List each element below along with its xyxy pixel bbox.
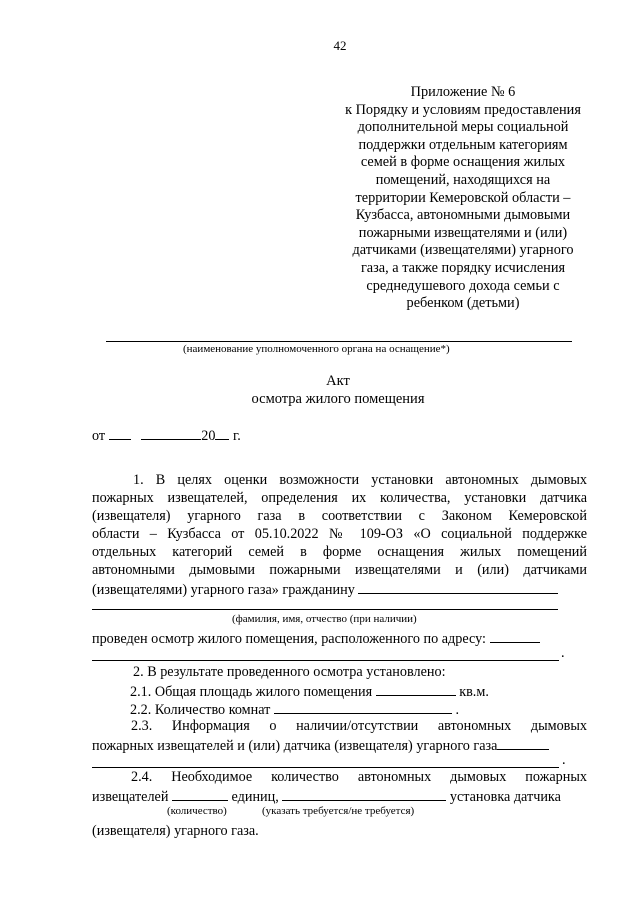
quantity-blank[interactable] [172,787,228,801]
required-blank[interactable] [282,787,446,801]
item1-line: пожарных извещателей, определения их количества, установки датчика [92,490,587,506]
address-dot: . [561,645,565,661]
address-line[interactable] [92,660,559,661]
area-unit: кв.м. [459,684,489,700]
appendix-line: Кузбасса, автономными дымовыми [355,207,571,224]
appendix-line: территории Кемеровской области – [355,189,571,206]
rooms-row: 2.2. Количество комнат . [130,702,460,718]
inspection-line [92,629,540,648]
item1-line: отдельных категорий семей в форме оснащения жилых помещений [92,544,587,560]
needed-end: (извещателя) угарного газа. [92,823,259,839]
act-date [92,426,241,445]
item2-heading: 2. В результате проведенного осмотра установлено: [133,664,446,680]
rooms-blank[interactable] [274,700,452,714]
appendix-header [318,84,608,313]
info-continuation-line[interactable] [92,767,559,768]
item1-line: 1. В целях оценки возможности установки автономных дымовых [133,472,587,488]
needed-install: установка датчика [449,789,561,805]
info-line-1: 2.3. Информация о наличии/отсутствии автономных дымовых [131,718,587,734]
info-blank[interactable] [497,736,549,750]
needed-line-1: 2.4. Необходимое количество автономных дымовых пожарных [131,769,587,785]
info-label: пожарных извещателей и (или) датчика (извещателя) угарного газа [92,738,498,754]
authority-caption: (наименование уполномоченного органа на оснащение*) [183,343,450,355]
citizen-line [92,580,558,599]
needed-prefix: извещателей [92,789,169,805]
appendix-line: газа, а также порядку исчисления [360,259,566,276]
appendix-line: Приложение № 6 [410,84,516,100]
quantity-caption: (количество) [167,805,227,817]
area-row [130,682,489,701]
needed-units: единиц, [231,789,279,805]
address-blank[interactable] [490,629,540,643]
item1-line: области – Кузбасса от 05.10.2022 № 109-ОЗ «О социальной поддержке [92,526,587,542]
area-blank[interactable] [376,682,456,696]
appendix-line: помещений, находящихся на [375,171,551,188]
appendix-line: семей в форме оснащения жилых [360,154,566,171]
appendix-line: поддержки отдельным категориям [358,136,568,153]
page-number: 42 [333,38,347,53]
needed-row [92,787,561,806]
item1-line: автономными дымовыми пожарными извещателями и (или) датчиками [92,562,587,578]
info-dot: . [562,752,566,768]
info-line-2 [92,736,549,755]
appendix-line: среднедушевого дохода семьи с [366,277,560,294]
area-label: 2.1. Общая площадь жилого помещения [130,684,373,700]
appendix-line: к Порядку и условиям предоставления [345,101,581,118]
fio-line[interactable] [92,609,558,610]
item1-line: (извещателя) угарного газа в соответствии с Законом Кемеровской [92,508,587,524]
required-caption: (указать требуется/не требуется) [262,805,415,817]
date-year-prefix: 20 [201,428,216,444]
citizen-label: (извещателями) угарного газа» гражданину [92,582,355,598]
date-day-blank[interactable] [109,426,131,440]
appendix-line: датчиками (извещателями) угарного [352,242,574,259]
fio-caption: (фамилия, имя, отчество (при наличии) [232,613,417,625]
appendix-line: пожарными извещателями и (или) [358,224,568,241]
date-month-blank[interactable] [141,426,201,440]
inspection-label: проведен осмотр жилого помещения, расположенного по адресу: [92,631,486,647]
authority-name-line[interactable] [106,341,572,342]
appendix-line: дополнительной меры социальной [357,119,569,136]
date-year-suffix: г. [233,428,241,444]
rooms-label: 2.2. Количество комнат [130,702,271,718]
appendix-line: ребенком (детьми) [406,295,520,312]
act-title: Акт [326,373,350,389]
act-subtitle: осмотра жилого помещения [251,391,425,407]
date-year-blank[interactable] [215,426,229,440]
citizen-name-blank[interactable] [358,580,558,594]
date-from-label: от [92,428,106,444]
